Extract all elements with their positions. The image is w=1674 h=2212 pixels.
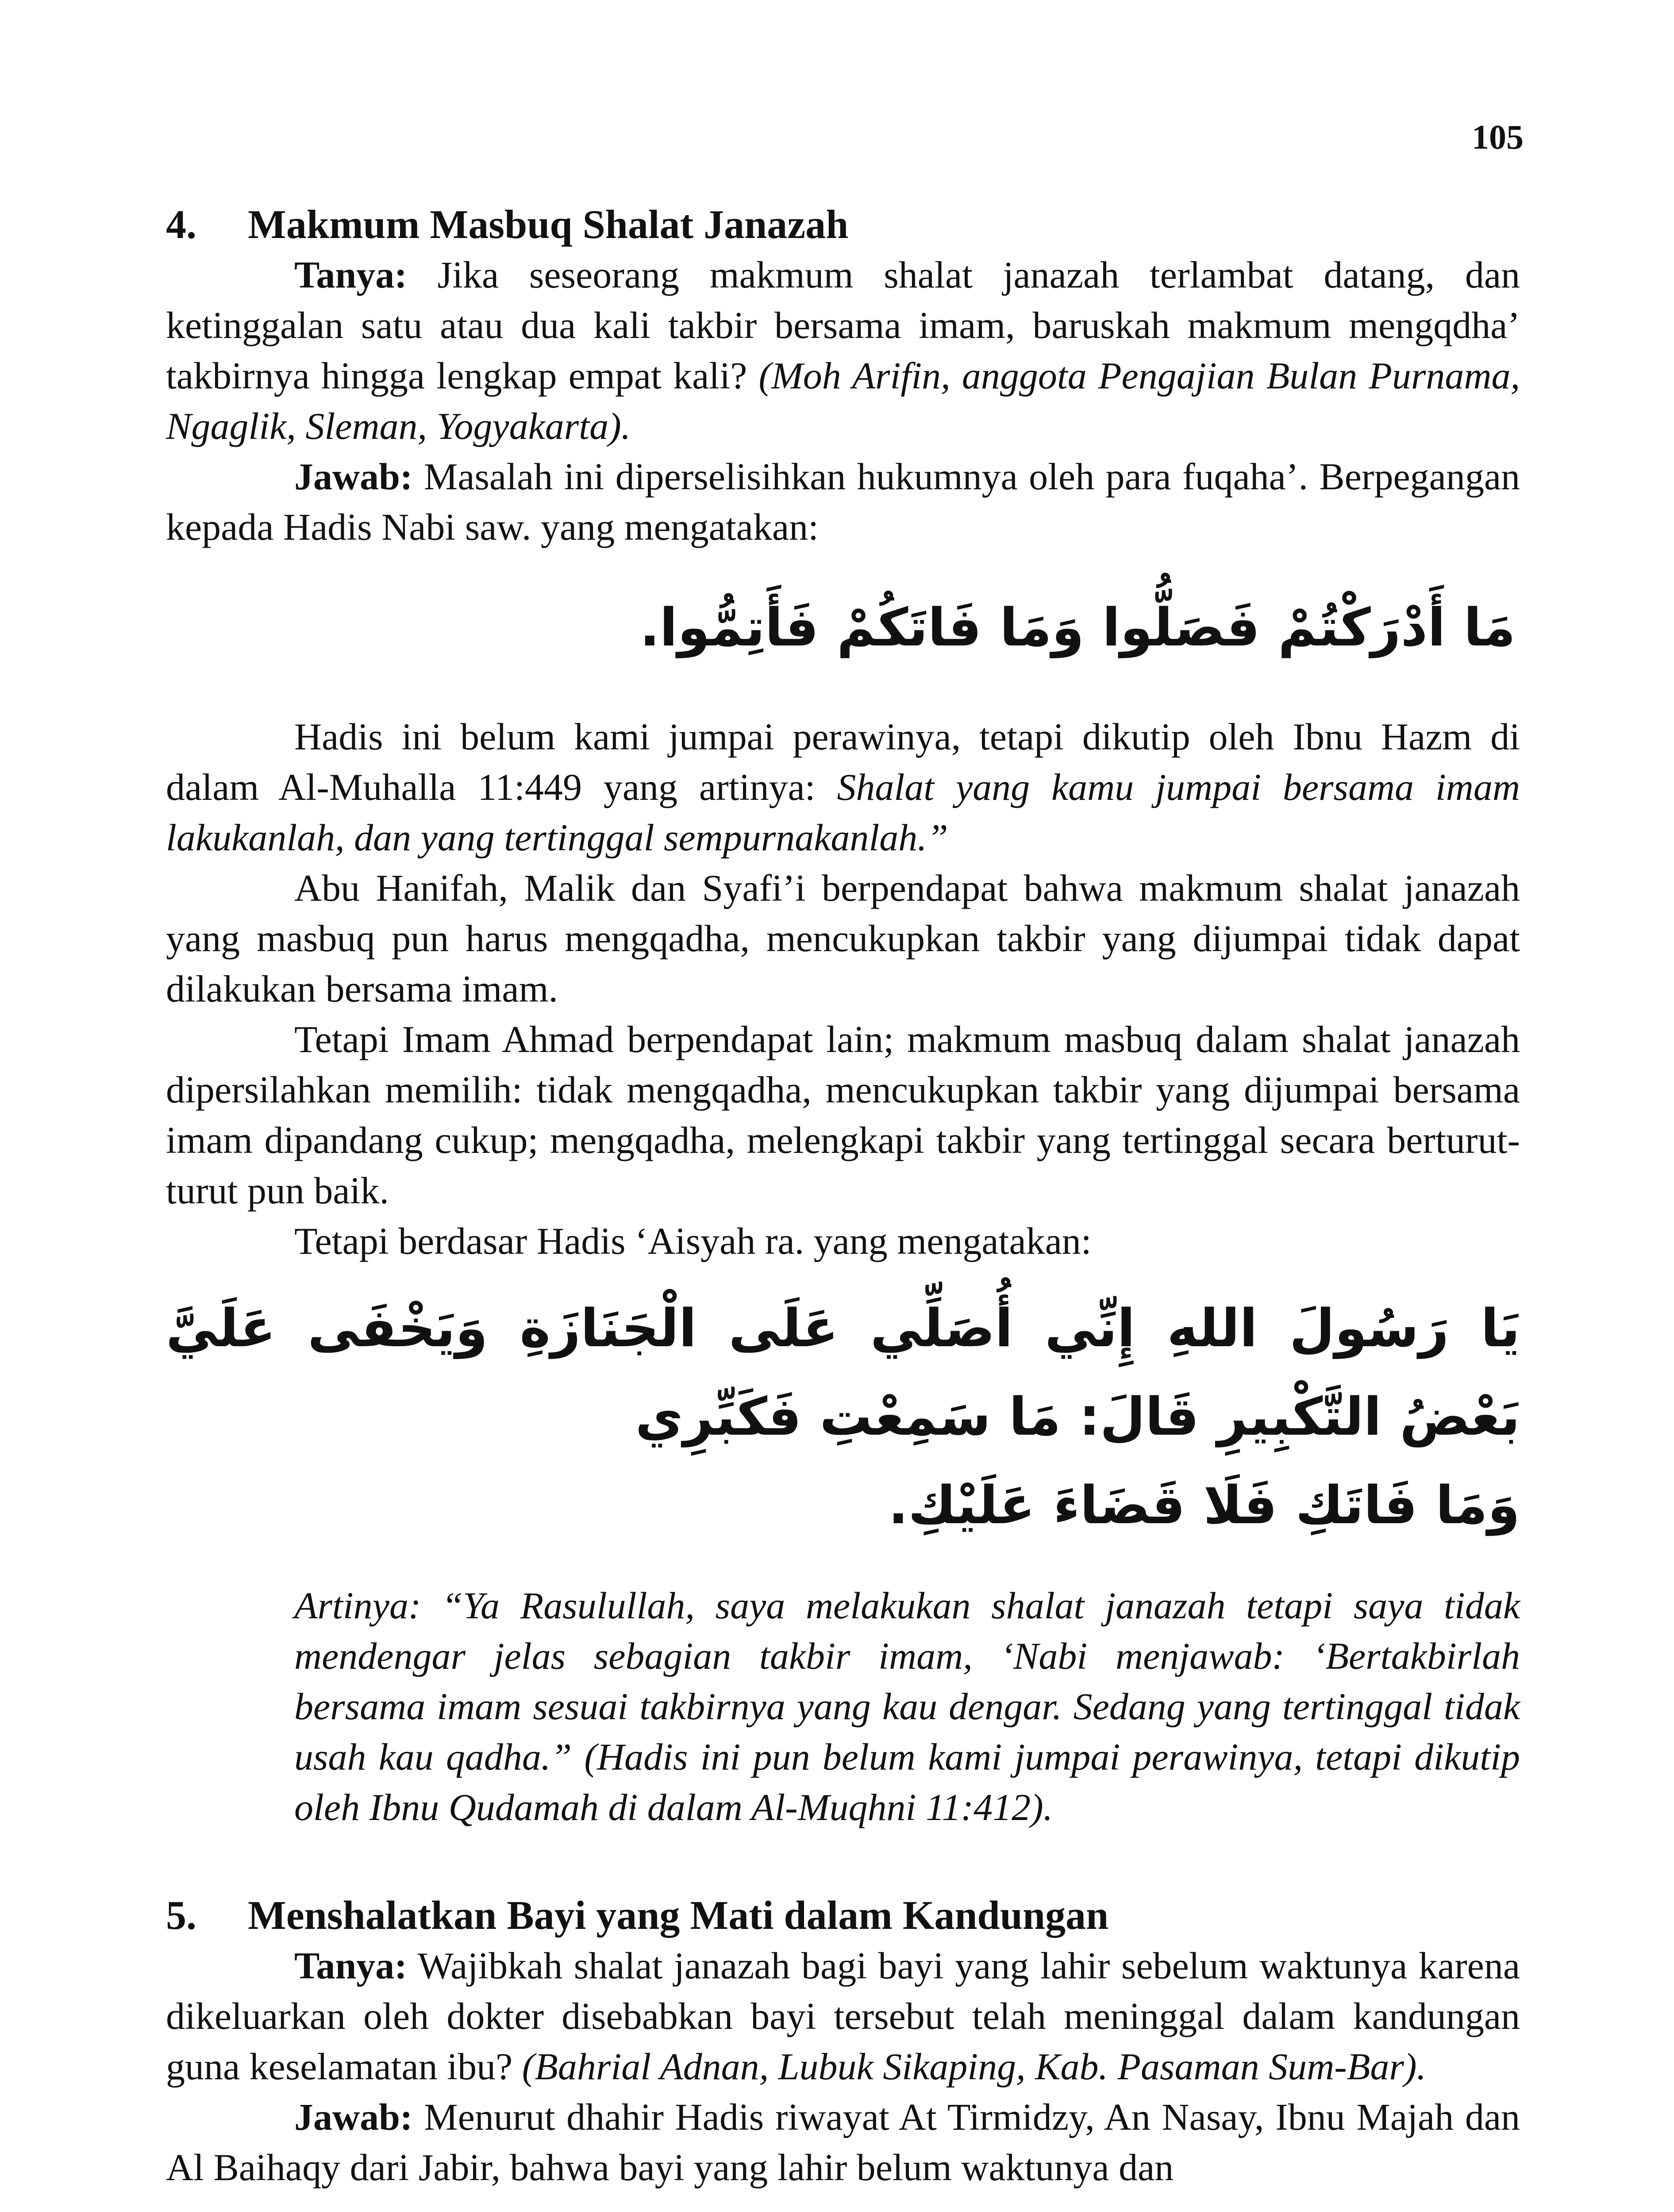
hadis-translation-italic: Shalat yang kamu jumpai bersama imam lakukanlah, dan yang tertinggal sempurnakanlah.” [166,766,1520,859]
paragraph-hadis-source [166,711,1520,863]
section-5-heading [166,1890,1520,1940]
section-5-number: 5. [166,1893,196,1938]
section-4-answer [166,451,1520,552]
section-spacer [166,1832,1520,1890]
question-text: Jika seseorang makmum shalat janazah terlambat datang, dan ketinggalan satu atau dua kali takbir bersama imam, baruskah makmum mengqdha’ takbirnya hingga lengkap empat kali? [166,253,1520,397]
hadis-source-text: Hadis ini belum kami jumpai perawinya, tetapi dikutip oleh Ibnu Hazm di dalam Al-Muhalla 11:449 yang artinya: [166,715,1520,808]
page-number: 105 [1472,118,1524,156]
page-content [166,199,1520,2193]
answer-label: Jawab: [294,2096,413,2138]
question-source: (Bahrial Adnan, Lubuk Sikaping, Kab. Pasaman Sum-Bar). [522,2045,1426,2088]
arabic-hadis-2-line-1: يَا رَسُولَ اللهِ إِنِّي أُصَلِّي عَلَى الْجَنَازَةِ وَيَخْفَى عَلَيَّ بَعْضُ التَّكْبِيرِ قَالَ: مَا سَمِعْتِ فَكَبِّرِي [166,1298,1520,1447]
section-4-heading [166,199,1520,250]
section-5-title: Menshalatkan Bayi yang Mati dalam Kandungan [248,1893,1109,1938]
arabic-hadis-2-line-2: وَمَا فَاتَكِ فَلَا قَضَاءَ عَلَيْكِ. [888,1475,1520,1536]
section-4-number: 4. [166,202,196,247]
paragraph-abu-hanifah: Abu Hanifah, Malik dan Syafi’i berpendapat bahwa makmum shalat janazah yang masbuq pun harus mengqadha, mencukupkan takbir yang dijumpai tidak dapat dilakukan bersama imam. [166,867,1520,1010]
section-5-question [166,1940,1520,2092]
answer-text: Menurut dhahir Hadis riwayat At Tirmidzy, An Nasay, Ibnu Majah dan Al Baihaqy dari Jabir, bahwa bayi yang lahir belum waktunya dan [166,2096,1520,2189]
paragraph-imam-ahmad: Tetapi Imam Ahmad berpendapat lain; makmum masbuq dalam shalat janazah dipersilahkan memilih: tidak mengqadha, mencukupkan takbir yang dijumpai bersama imam dipandang cukup; mengqadha, melengkapi takbir yang tertinggal secara berturut-turut pun baik. [166,1018,1520,1212]
section-4-question [166,250,1520,451]
question-label: Tanya: [294,253,407,296]
answer-label: Jawab: [294,455,413,498]
translation-quote: Artinya: “Ya Rasulullah, saya melakukan shalat janazah tetapi saya tidak mendengar jelas sebagian takbir imam, ‘Nabi menjawab: ‘Bertakbirlah bersama imam sesuai takbirnya yang kau dengar. Sedang yang tertinggal tidak usah kau qadha.” (Hadis ini pun belum kami jumpai perawinya, tetapi dikutip oleh Ibnu Qudamah di dalam Al-Muqhni 11:412). [294,1584,1520,1828]
answer-text: Masalah ini diperselisihkan hukumnya oleh para fuqaha’. Berpegangan kepada Hadis Nabi saw. yang mengatakan: [166,455,1520,548]
question-label: Tanya: [294,1944,407,1987]
section-4-title: Makmum Masbuq Shalat Janazah [248,202,849,247]
arabic-hadis-1: مَا أَدْرَكْتُمْ فَصَلُّوا وَمَا فَاتَكُمْ فَأَتِمُّوا. [639,597,1516,658]
paragraph-aisyah: Tetapi berdasar Hadis ‘Aisyah ra. yang mengatakan: [294,1220,1092,1262]
question-source: (Moh Arifin, anggota Pengajian Bulan Purnama, Ngaglik, Sleman, Yogyakarta). [166,354,1520,447]
section-5-answer [166,2092,1520,2193]
question-text: Wajibkah shalat janazah bagi bayi yang lahir sebelum waktunya karena dikeluarkan oleh dokter disebabkan bayi tersebut telah meninggal dalam kandungan guna keselamatan ibu? [166,1944,1520,2088]
